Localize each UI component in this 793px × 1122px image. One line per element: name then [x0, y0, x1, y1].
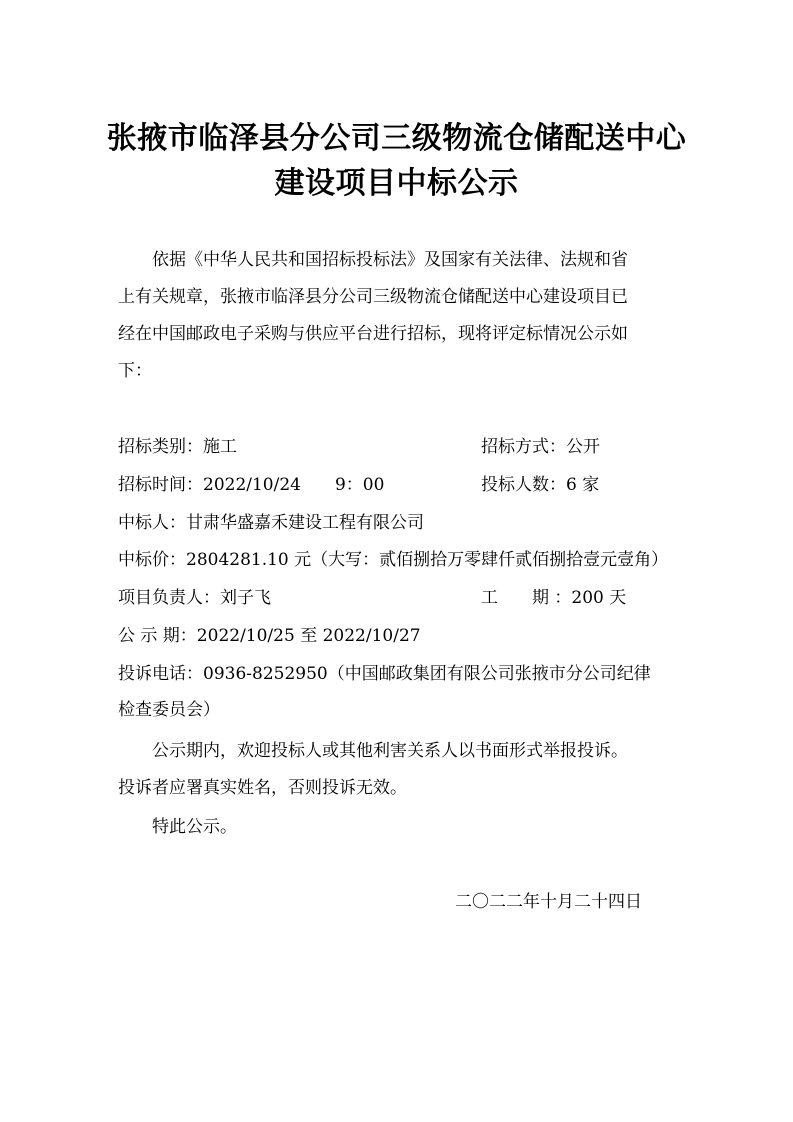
winning-bidder: 中标人：甘肃华盛嘉禾建设工程有限公司: [118, 513, 424, 533]
bid-time: 招标时间：2022/10/24 9：00: [118, 475, 385, 495]
intro-line-4: 下：: [118, 361, 152, 381]
document-date: 二〇二二年十月二十四日: [455, 892, 642, 912]
bid-category: 招标类别：施工: [118, 437, 237, 457]
bid-method: 招标方式：公开: [481, 437, 600, 457]
project-manager: 项目负责人：刘子飞: [118, 588, 271, 608]
closing-line-1: 公示期内，欢迎投标人或其他利害关系人以书面形式举报投诉。: [152, 741, 628, 761]
complaint-phone-line-1: 投诉电话：0936-8252950（中国邮政集团有限公司张掖市分公司纪律: [118, 664, 651, 684]
closing-line-3: 特此公示。: [152, 817, 237, 837]
intro-line-2: 上有关规章，张掖市临泽县分公司三级物流仓储配送中心建设项目已: [118, 287, 628, 307]
intro-line-1: 依据《中华人民共和国招标投标法》及国家有关法律、法规和省: [152, 250, 628, 270]
document-title-line-2: 建设项目中标公示: [274, 166, 519, 201]
intro-line-3: 经在中国邮政电子采购与供应平台进行招标，现将评定标情况公示如: [118, 324, 628, 344]
complaint-phone-line-2: 检查委员会）: [118, 700, 220, 720]
bidder-count: 投标人数：6 家: [481, 475, 600, 495]
closing-line-2: 投诉者应署真实姓名，否则投诉无效。: [118, 778, 407, 798]
winning-price: 中标价：2804281.10 元（大写：贰佰捌拾万零肆仟贰佰捌拾壹元壹角）: [118, 550, 669, 570]
construction-duration: 工 期 ：200 天: [481, 588, 627, 608]
publicity-period: 公 示 期：2022/10/25 至 2022/10/27: [118, 626, 421, 646]
document-title-line-1: 张掖市临泽县分公司三级物流仓储配送中心: [106, 121, 687, 156]
